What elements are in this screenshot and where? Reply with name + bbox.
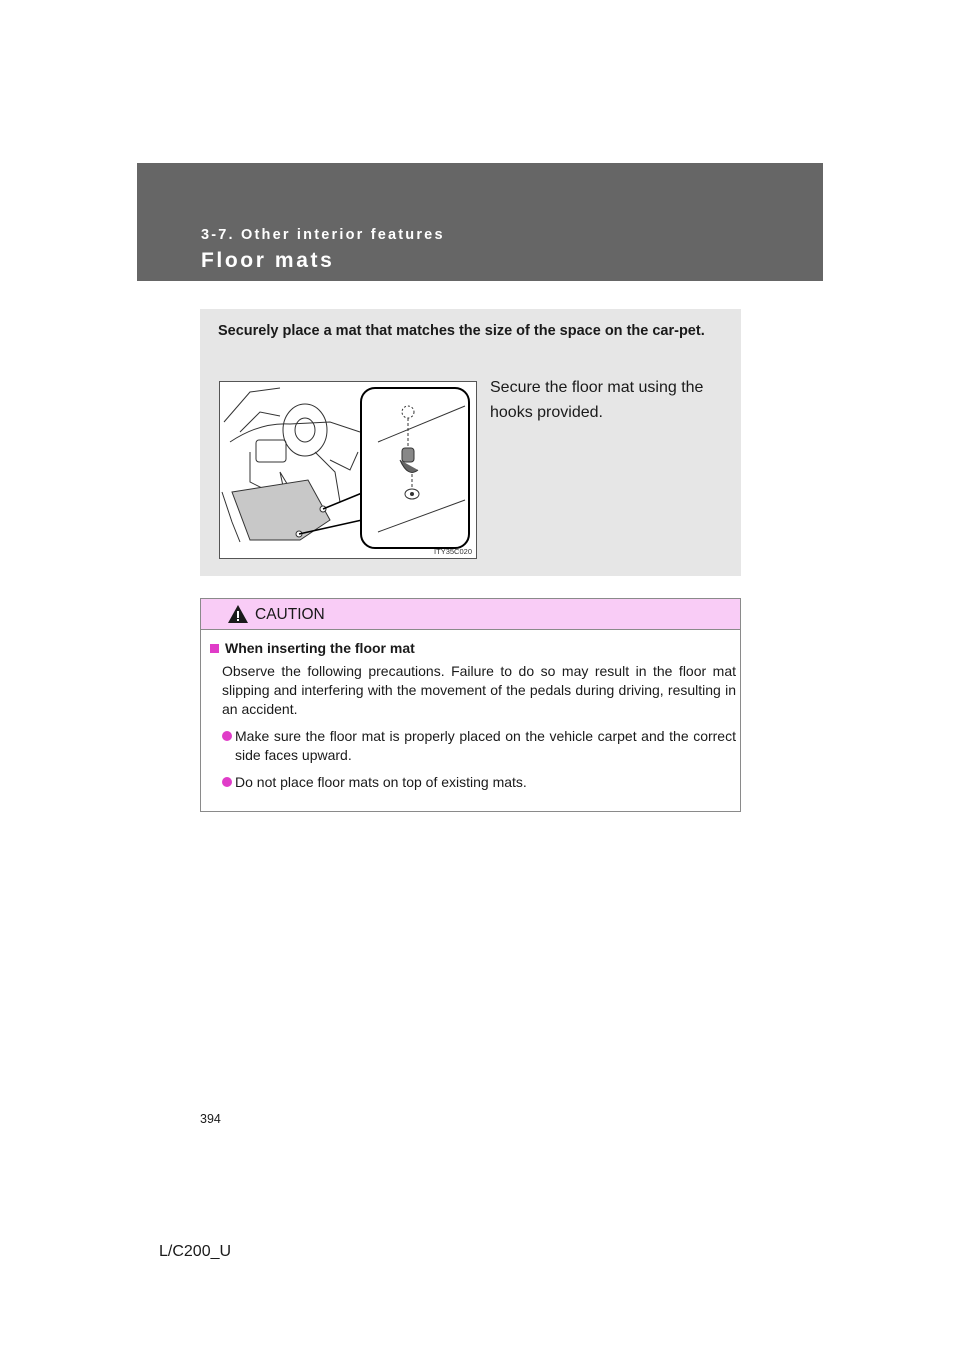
list-item-text: Do not place floor mats on top of existing mats. bbox=[235, 774, 527, 790]
caution-body bbox=[210, 639, 736, 792]
warning-icon bbox=[227, 604, 249, 624]
floor-mat-illustration bbox=[219, 381, 477, 559]
section-header bbox=[137, 163, 823, 281]
floor-mat-drawing bbox=[220, 382, 476, 558]
info-heading: Securely place a mat that matches the size of the space on the car-pet. bbox=[218, 323, 705, 339]
caution-header bbox=[201, 599, 740, 630]
square-bullet-icon bbox=[210, 644, 219, 653]
caution-title: CAUTION bbox=[255, 606, 325, 623]
model-code: L/C200_U bbox=[159, 1243, 232, 1260]
info-box bbox=[200, 309, 741, 576]
figure-code: ITY35C020 bbox=[434, 547, 472, 556]
side-instruction: Secure the floor mat using the hooks provided. bbox=[490, 379, 704, 421]
list-item-text: Make sure the floor mat is properly placed on the vehicle carpet and the correct side faces upward. bbox=[235, 728, 736, 763]
circle-bullet-icon bbox=[222, 777, 232, 787]
caution-paragraph: Observe the following precautions. Failure to do so may result in the floor mat slipping and interfering with the movement of the pedals during driving, resulting in an accident. bbox=[222, 663, 736, 717]
page-number: 394 bbox=[200, 1112, 221, 1126]
caution-subheading-text: When inserting the floor mat bbox=[225, 640, 415, 656]
caution-box bbox=[200, 598, 741, 812]
caution-subheading bbox=[210, 639, 736, 658]
circle-bullet-icon bbox=[222, 731, 232, 741]
section-label: 3-7. Other interior features bbox=[201, 227, 445, 243]
page-title: Floor mats bbox=[201, 249, 335, 272]
list-item bbox=[222, 773, 736, 792]
list-item bbox=[222, 727, 736, 765]
